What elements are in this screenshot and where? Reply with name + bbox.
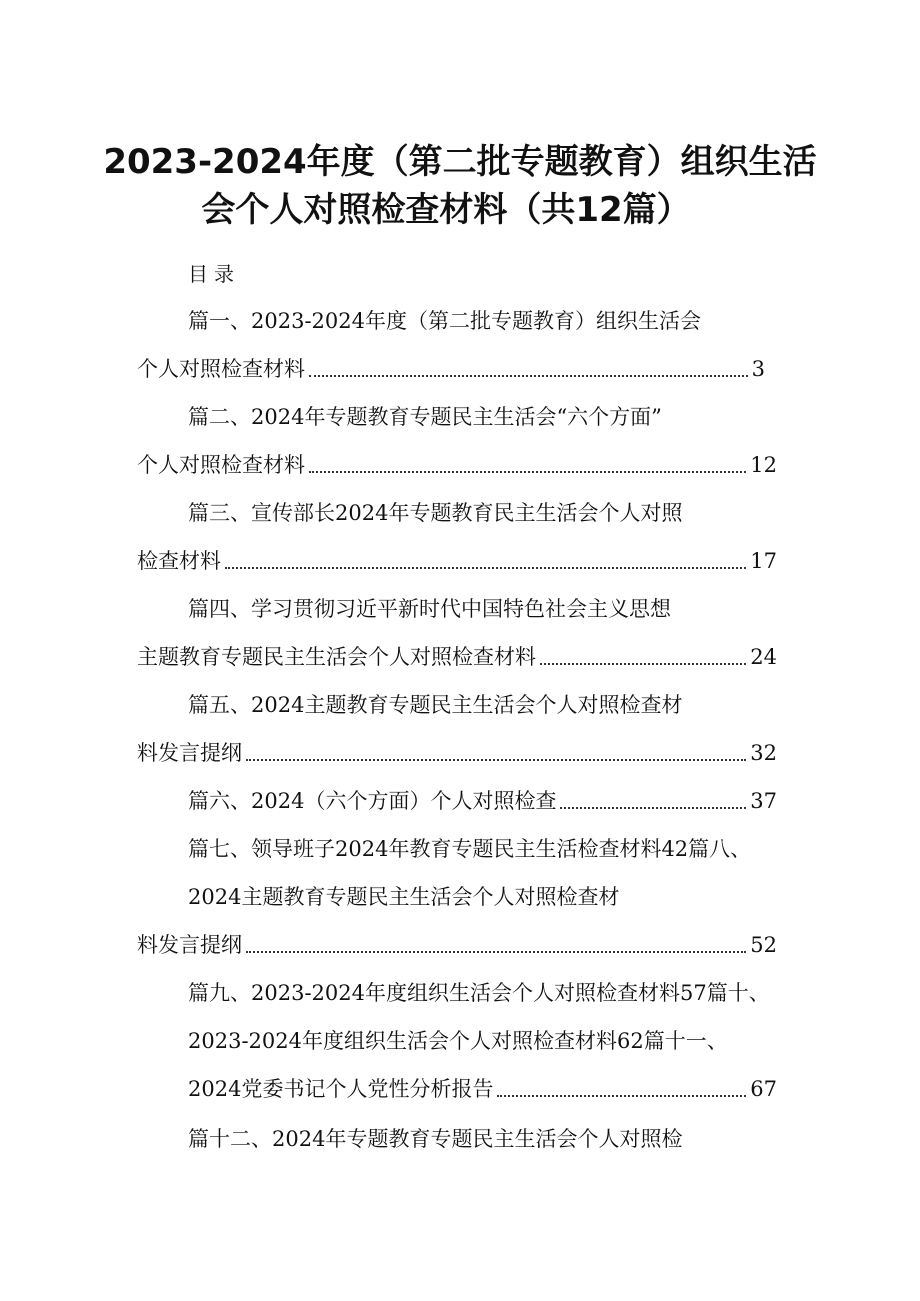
page-number: 3 [751, 357, 765, 381]
toc-entry-text: 篇六、2024（六个方面）个人对照检查 [188, 789, 557, 813]
dot-leader [309, 374, 748, 377]
toc-heading: 目录 [188, 262, 240, 286]
document-title-line1: 2023-2024年度（第二批专题教育）组织生活 [103, 142, 817, 182]
toc-entry-text: 料发言提纲 [137, 933, 242, 957]
dot-leader [246, 758, 746, 761]
toc-entry-2-line2[interactable] [137, 450, 777, 480]
page-number: 17 [750, 549, 777, 573]
toc-entry-1-line1[interactable]: 篇一、2023-2024年度（第二批专题教育）组织生活会 [188, 309, 701, 333]
dot-leader [246, 950, 746, 953]
toc-entry-4-line2[interactable] [137, 642, 777, 672]
toc-entry-text: 个人对照检查材料 [137, 357, 305, 381]
toc-entry-12-line1[interactable]: 篇十二、2024年专题教育专题民主生活会个人对照检 [188, 1127, 683, 1151]
toc-entry-8-line3[interactable] [137, 930, 777, 960]
toc-entry-text: 检查材料 [137, 549, 221, 573]
dot-leader [540, 662, 746, 665]
toc-entry-3-line1[interactable]: 篇三、宣传部长2024年专题教育民主生活会个人对照 [188, 501, 683, 525]
toc-entry-10-line2[interactable]: 2023-2024年度组织生活会个人对照检查材料62篇十一、 [188, 1029, 728, 1053]
toc-entry-text: 个人对照检查材料 [137, 453, 305, 477]
toc-entry-6[interactable] [188, 786, 777, 816]
toc-entry-5-line2[interactable] [137, 738, 777, 768]
toc-entry-9-line1[interactable]: 篇九、2023-2024年度组织生活会个人对照检查材料57篇十、 [188, 981, 770, 1005]
toc-entry-text: 2024党委书记个人党性分析报告 [188, 1077, 494, 1101]
dot-leader [497, 1094, 746, 1097]
dot-leader [309, 470, 746, 473]
page-number: 24 [750, 645, 777, 669]
page-number: 67 [750, 1077, 777, 1101]
toc-entry-4-line1[interactable]: 篇四、学习贯彻习近平新时代中国特色社会主义思想 [188, 597, 671, 621]
page-number: 52 [750, 933, 777, 957]
dot-leader [560, 806, 746, 809]
dot-leader [225, 566, 746, 569]
toc-entry-7-line1[interactable]: 篇七、领导班子2024年教育专题民主生活检查材料42篇八、 [188, 837, 752, 861]
toc-entry-text: 料发言提纲 [137, 741, 242, 765]
page-number: 37 [750, 789, 777, 813]
toc-entry-8-line2[interactable]: 2024主题教育专题民主生活会个人对照检查材 [188, 885, 620, 909]
toc-entry-5-line1[interactable]: 篇五、2024主题教育专题民主生活会个人对照检查材 [188, 693, 683, 717]
toc-entry-1-line2[interactable] [137, 354, 765, 384]
page-number: 32 [750, 741, 777, 765]
toc-entry-text: 主题教育专题民主生活会个人对照检查材料 [137, 645, 536, 669]
toc-entry-2-line1[interactable]: 篇二、2024年专题教育专题民主生活会“六个方面” [188, 405, 662, 429]
toc-entry-11-line3[interactable] [188, 1074, 777, 1104]
document-title-line2: 会个人对照检查材料（共12篇） [201, 190, 691, 230]
toc-entry-3-line2[interactable] [137, 546, 777, 576]
page-number: 12 [750, 453, 777, 477]
